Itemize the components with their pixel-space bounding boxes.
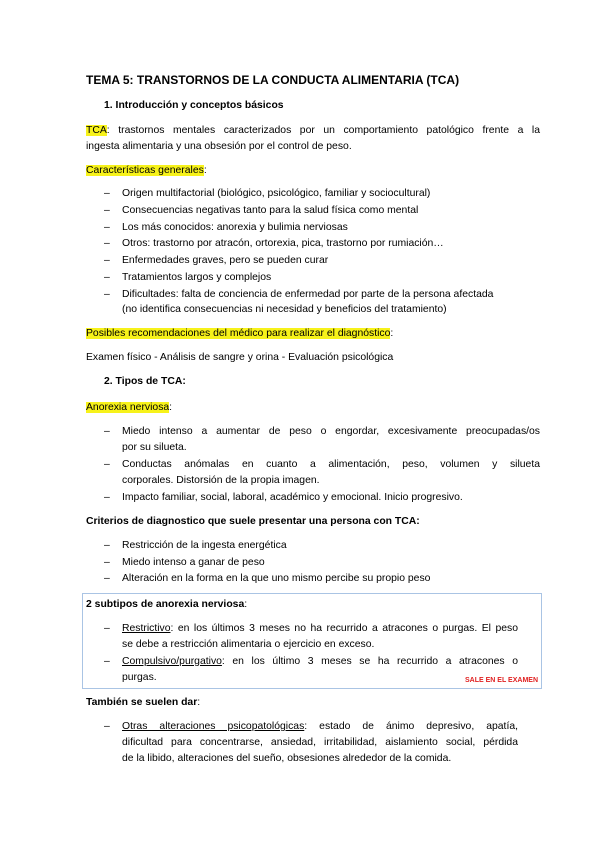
compulsivo-term: Compulsivo/purgativo bbox=[122, 656, 222, 667]
criterios-heading: Criterios de diagnostico que suele presentar una persona con TCA: bbox=[86, 516, 420, 527]
examenes-line: Examen físico - Análisis de sangre y orina - Evaluación psicológica bbox=[86, 352, 394, 363]
otras-term: Otras alteraciones psicopatológicas bbox=[122, 721, 305, 732]
bullet-dash: – bbox=[104, 426, 110, 437]
restrictivo-line-2: se debe a restricción alimentaria o ejercicio en exceso. bbox=[122, 639, 375, 650]
restrictivo-term: Restrictivo bbox=[122, 623, 171, 634]
otras-line-3: de la libido, alteraciones del sueño, obsesiones alrededor de la comida. bbox=[122, 753, 452, 764]
bullet-dash: – bbox=[104, 656, 110, 667]
compulsivo-line-1 bbox=[122, 655, 518, 669]
list-item: Enfermedades graves, pero se pueden curar bbox=[122, 255, 329, 266]
list-item: Origen multifactorial (biológico, psicológico, familiar y sociocultural) bbox=[122, 188, 431, 199]
list-item-continuation: (no identifica consecuencias ni necesidad y beneficios del tratamiento) bbox=[122, 304, 447, 315]
restrictivo-line-1 bbox=[122, 622, 518, 636]
list-item: Conductas anómalas en cuanto a alimentación, peso, volumen y silueta bbox=[122, 459, 540, 470]
bullet-dash: – bbox=[104, 557, 110, 568]
list-item: Impacto familiar, social, laboral, académico y emocional. Inicio progresivo. bbox=[122, 492, 463, 503]
caracteristicas-heading bbox=[86, 164, 207, 178]
recomendaciones-heading bbox=[86, 327, 393, 341]
list-item: Los más conocidos: anorexia y bulimia nerviosas bbox=[122, 222, 348, 233]
bullet-dash: – bbox=[104, 459, 110, 470]
bullet-dash: – bbox=[104, 238, 110, 249]
bullet-dash: – bbox=[104, 255, 110, 266]
bullet-dash: – bbox=[104, 492, 110, 503]
list-item-continuation: por su silueta. bbox=[122, 442, 187, 453]
list-item: Dificultades: falta de conciencia de enfermedad por parte de la persona afectada bbox=[122, 289, 494, 300]
tca-definition-line-1 bbox=[86, 124, 540, 138]
bullet-dash: – bbox=[104, 205, 110, 216]
bullet-dash: – bbox=[104, 540, 110, 551]
list-item: Tratamientos largos y complejos bbox=[122, 272, 272, 283]
recomendaciones-label: Posibles recomendaciones del médico para realizar el diagnóstico bbox=[86, 328, 391, 339]
document-title: TEMA 5: TRANSTORNOS DE LA CONDUCTA ALIMENTARIA (TCA) bbox=[86, 73, 460, 87]
list-item: Otros: trastorno por atracón, ortorexia, pica, trastorno por rumiación… bbox=[122, 238, 444, 249]
caracteristicas-colon: : bbox=[203, 165, 207, 176]
otras-line-2: dificultad para concentrarse, ansiedad, irritabilidad, aislamiento social, pérdida bbox=[122, 737, 518, 748]
subtipos-heading-text: 2 subtipos de anorexia nerviosa bbox=[86, 599, 245, 610]
tambien-colon: : bbox=[197, 697, 201, 708]
section-2-heading: 2. Tipos de TCA: bbox=[104, 376, 186, 387]
caracteristicas-label: Características generales bbox=[86, 165, 204, 176]
list-item: Consecuencias negativas tanto para la salud física como mental bbox=[122, 205, 419, 216]
anorexia-heading bbox=[86, 401, 172, 415]
list-item: Restricción de la ingesta energética bbox=[122, 540, 287, 551]
section-1-heading: 1. Introducción y conceptos básicos bbox=[104, 100, 284, 111]
tca-term: TCA bbox=[86, 125, 107, 136]
otras-line-1 bbox=[122, 720, 518, 734]
anorexia-colon: : bbox=[169, 402, 173, 413]
recomendaciones-colon: : bbox=[390, 328, 394, 339]
bullet-dash: – bbox=[104, 188, 110, 199]
compulsivo-line-2: purgas. bbox=[122, 672, 157, 683]
list-item: Alteración en la forma en la que uno mismo percibe su propio peso bbox=[122, 573, 431, 584]
bullet-dash: – bbox=[104, 623, 110, 634]
bullet-dash: – bbox=[104, 289, 110, 300]
bullet-dash: – bbox=[104, 222, 110, 233]
bullet-dash: – bbox=[104, 272, 110, 283]
list-item-continuation: corporales. Distorsión de la propia imagen. bbox=[122, 475, 320, 486]
subtipos-colon: : bbox=[244, 599, 248, 610]
subtipos-heading bbox=[86, 598, 247, 612]
tambien-heading-text: También se suelen dar bbox=[86, 697, 198, 708]
exam-note: SALE EN EL EXAMEN bbox=[465, 677, 538, 684]
anorexia-label: Anorexia nerviosa bbox=[86, 402, 170, 413]
bullet-dash: – bbox=[104, 721, 110, 732]
bullet-dash: – bbox=[104, 573, 110, 584]
tambien-heading bbox=[86, 696, 200, 710]
otras-text: : estado de ánimo depresivo, apatía, bbox=[304, 721, 518, 732]
list-item: Miedo intenso a ganar de peso bbox=[122, 557, 265, 568]
list-item: Miedo intenso a aumentar de peso o engordar, excesivamente preocupadas/os bbox=[122, 426, 540, 437]
tca-definition-text: : trastornos mentales caracterizados por un comportamiento patológico frente a la bbox=[106, 125, 540, 136]
restrictivo-text: : en los últimos 3 meses no ha recurrido a atracones o purgas. El peso bbox=[170, 623, 518, 634]
tca-definition-line-2: ingesta alimentaria y una obsesión por el control de peso. bbox=[86, 141, 352, 152]
compulsivo-text: : en los último 3 meses se ha recurrido a atracones o bbox=[221, 656, 518, 667]
